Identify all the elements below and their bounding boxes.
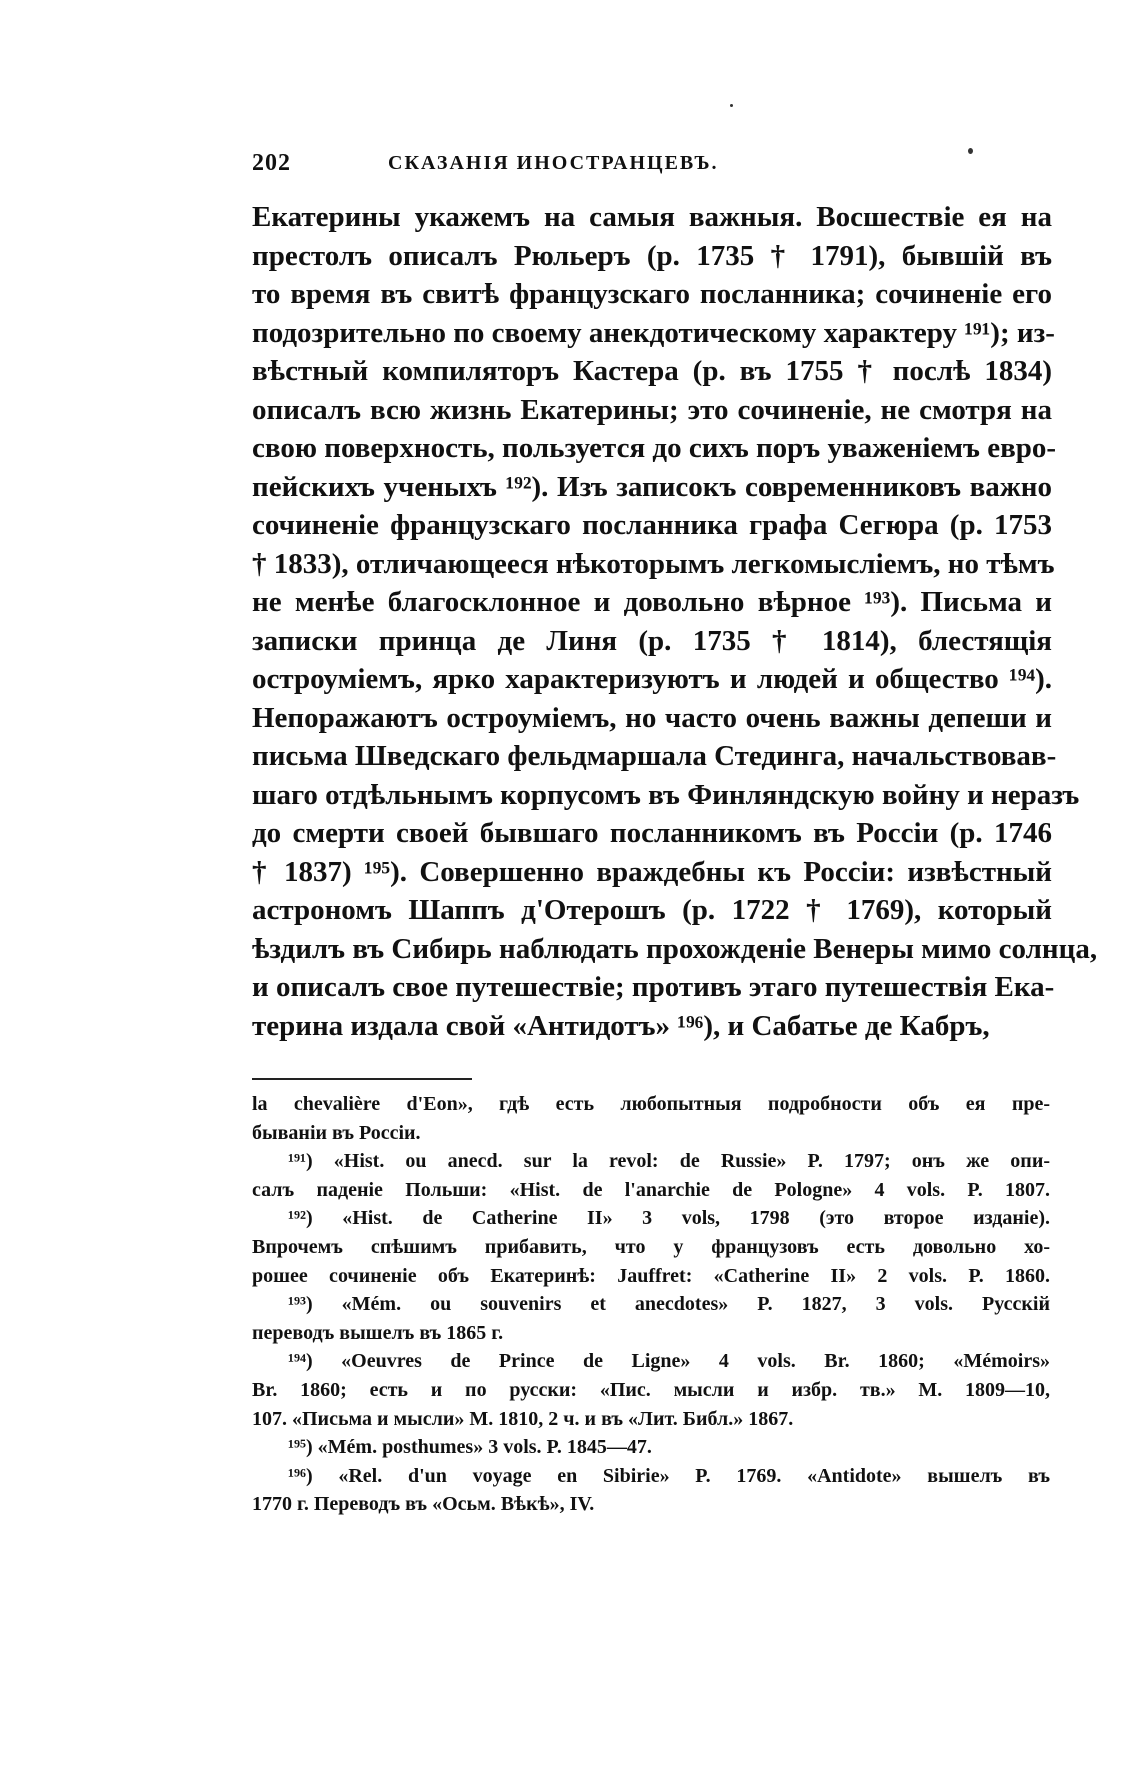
text-line: до смерти своей бывшаго посланникомъ въ Россіи (р. 1746	[252, 817, 1052, 849]
footnote-line: ¹⁹⁵) «Mém. posthumes» 3 vols. P. 1845—47.	[288, 1436, 652, 1459]
footnote-line: 1770 г. Переводъ въ «Осьм. Вѣкѣ», IV.	[252, 1493, 595, 1516]
text-line: ѣздилъ въ Сибирь наблюдать прохожденіе Венеры мимо солнца,	[252, 932, 1098, 965]
text-line: не менѣе благосклонное и довольно вѣрное ¹⁹³). Письма и	[252, 586, 1052, 618]
footnote-line: переводъ вышелъ въ 1865 г.	[252, 1321, 504, 1344]
footnote-line: рошее сочиненіе объ Екатеринѣ: Jauffret: «Catherine II» 2 vols. P. 1860.	[252, 1264, 1050, 1287]
text-line: то время въ свитѣ французскаго посланника; сочиненіе его	[252, 278, 1052, 310]
footnote-divider	[252, 1078, 472, 1080]
footnote-line: ¹⁹²) «Hist. de Catherine II» 3 vols, 1798 (это второе изданіе).	[288, 1207, 1050, 1230]
running-title: СКАЗАНІЯ ИНОСТРАНЦЕВЪ.	[388, 152, 719, 174]
text-line: и описалъ свое путешествіе; противъ этаго путешествія Ека-	[252, 971, 1055, 1003]
text-line: Екатерины укажемъ на самыя важныя. Восшествіе ея на	[252, 201, 1052, 233]
footnote-line: 107. «Письма и мысли» М. 1810, 2 ч. и въ «Лит. Библ.» 1867.	[252, 1407, 794, 1430]
text-line: † 1837) ¹⁹⁵). Совершенно враждебны къ Россіи: извѣстный	[252, 855, 1052, 888]
footnote-line: салъ паденіе Польши: «Hist. de l'anarchie de Pologne» 4 vols. P. 1807.	[252, 1178, 1050, 1201]
text-line: записки принца де Линя (р. 1735 † 1814), блестящія	[252, 624, 1052, 657]
text-line: свою поверхность, пользуется до сихъ поръ уваженіемъ евро-	[252, 432, 1057, 464]
text-line: описалъ всю жизнь Екатерины; это сочиненіе, не смотря на	[252, 393, 1052, 426]
text-line: подозрительно по своему анекдотическому характеру ¹⁹¹); из-	[252, 316, 1055, 349]
footnote-line: la chevalière d'Eon», гдѣ есть любопытныя подробности объ ея пре-	[252, 1093, 1050, 1115]
text-line: Непоражаютъ остроуміемъ, но часто очень важны депеши и	[252, 701, 1052, 734]
page-number: 202	[252, 150, 291, 176]
text-line: престолъ описалъ Рюльеръ (р. 1735 † 1791), бывшій въ	[252, 239, 1052, 272]
main-text	[252, 198, 1098, 1045]
print-speck	[968, 148, 973, 154]
text-line: шаго отдѣльнымъ корпусомъ въ Финляндскую войну и неразъ	[252, 778, 1080, 811]
footnote-line: ¹⁹¹) «Hist. ou anecd. sur la revol: de Russie» P. 1797; онъ же опи-	[288, 1150, 1050, 1173]
footnote-line: бываніи въ Россіи.	[252, 1121, 421, 1144]
footnote-line: Br. 1860; есть и по русски: «Пис. мысли и избр. тв.» М. 1809—10,	[252, 1378, 1050, 1401]
footnote-line: ¹⁹⁶) «Rel. d'un voyage en Sibirie» P. 1769. «Antidote» вышелъ въ	[288, 1464, 1050, 1487]
text-line: астрономъ Шаппъ д'Отерошъ (р. 1722 † 1769), который	[252, 894, 1052, 926]
text-line: вѣстный компиляторъ Кастера (р. въ 1755 † послѣ 1834)	[252, 355, 1052, 387]
print-speck	[730, 104, 733, 107]
text-line: сочиненіе французскаго посланника графа Сегюра (р. 1753	[252, 509, 1052, 541]
footnote-line: Впрочемъ спѣшимъ прибавить, что у французовъ есть довольно хо-	[252, 1235, 1050, 1258]
footnotes	[252, 1090, 1050, 1519]
text-line: терина издала свой «Антидотъ» ¹⁹⁶), и Сабатье де Кабръ,	[252, 1009, 990, 1042]
text-line: остроуміемъ, ярко характеризуютъ и людей и общество ¹⁹⁴).	[252, 663, 1052, 695]
footnote-line: ¹⁹³) «Mém. ou souvenirs et anecdotes» P. 1827, 3 vols. Русскій	[288, 1293, 1050, 1316]
text-line: † 1833), отличающееся нѣкоторымъ легкомысліемъ, но тѣмъ	[252, 547, 1055, 580]
text-line: письма Шведскаго фельдмаршала Стединга, начальствовав-	[252, 740, 1057, 772]
footnote-line: ¹⁹⁴) «Oeuvres de Prince de Ligne» 4 vols. Br. 1860; «Mémoirs»	[288, 1350, 1050, 1373]
text-line: пейскихъ ученыхъ ¹⁹²). Изъ записокъ современниковъ важно	[252, 470, 1052, 503]
